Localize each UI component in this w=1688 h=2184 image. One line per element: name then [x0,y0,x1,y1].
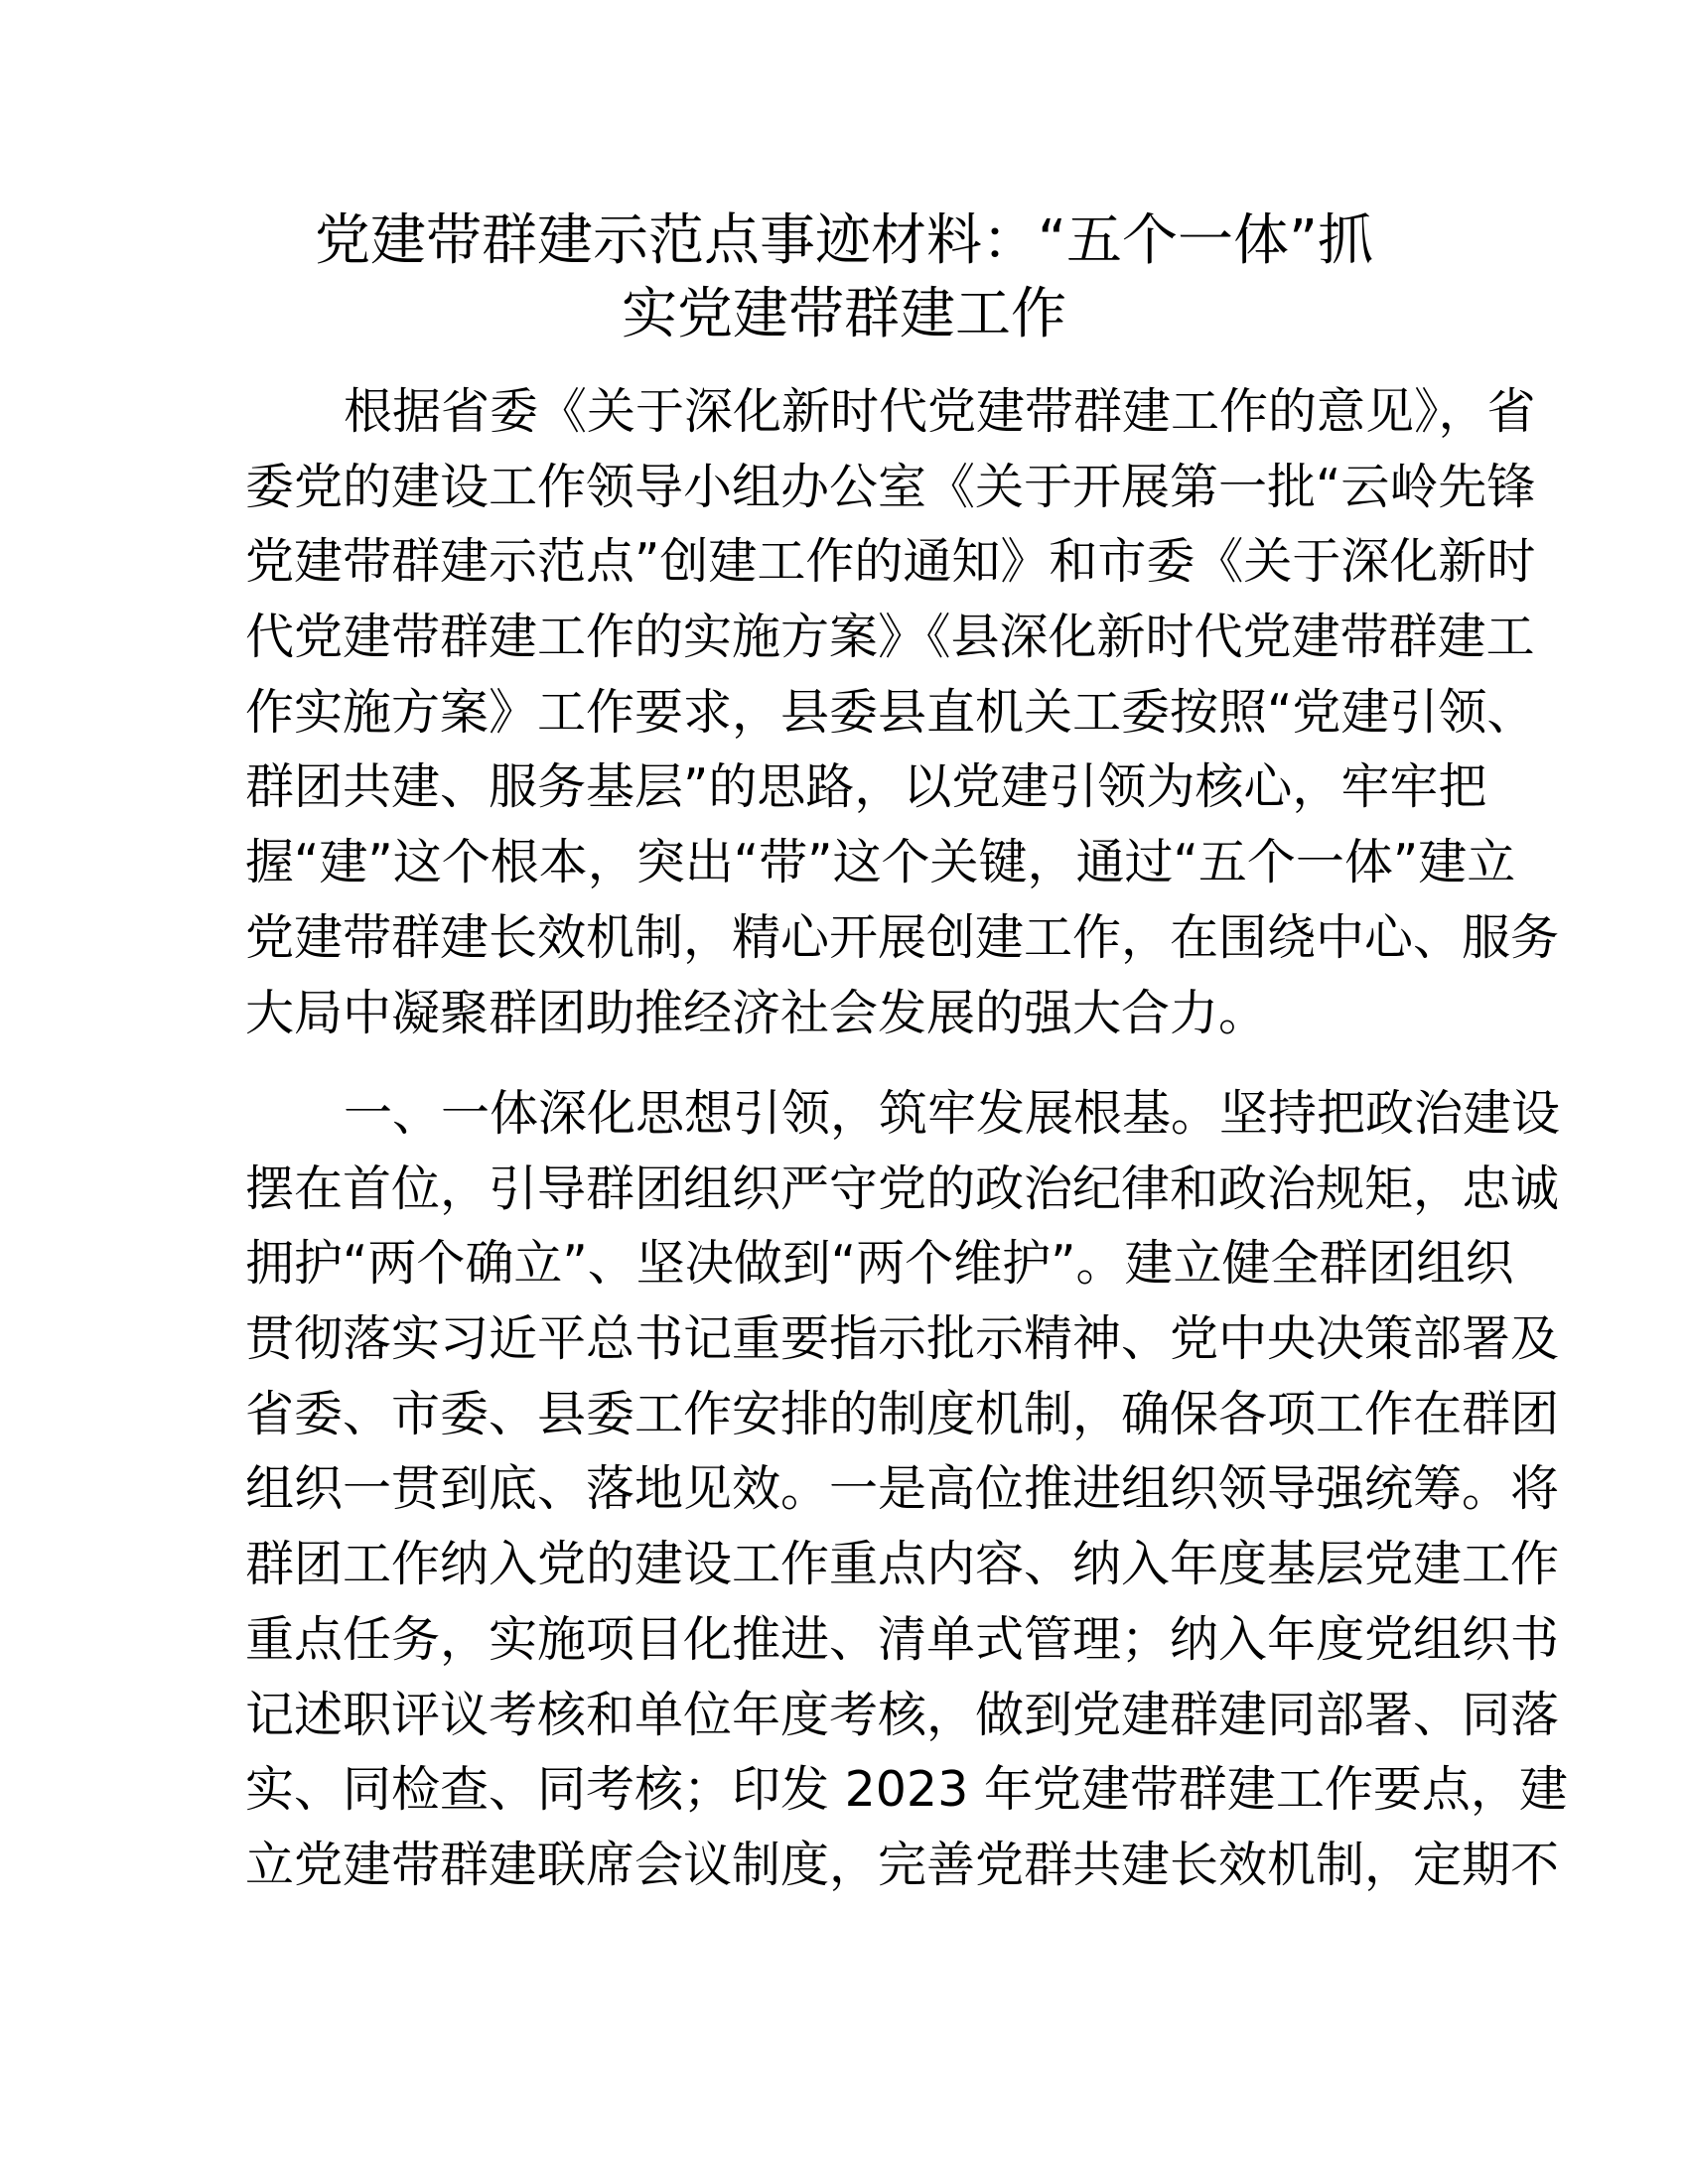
text-line: 党建带群建长效机制，精心开展创建工作，在围绕中心、服务 [245,908,1560,966]
text-line: 委党的建设工作领导小组办公室《关于开展第一批“云岭先锋 [245,458,1536,515]
text-line: 群团工作纳入党的建设工作重点内容、纳入年度基层党建工作 [245,1536,1560,1593]
text-line: 握“建”这个根本，突出“带”这个关键，通过“五个一体”建立 [245,834,1516,891]
text-line: 群团共建、服务基层”的思路，以党建引领为核心，牢牢把 [245,758,1487,816]
paragraph-section-1 [245,1076,1568,1903]
text-line: 大局中凝聚群团助推经济社会发展的强大合力。 [245,984,1268,1041]
text-line: 根据省委《关于深化新时代党建带群建工作的意见》，省 [344,383,1536,440]
document-title-line-2: 实党建带群建工作 [622,282,1066,346]
text-line: 实、同检查、同考核；印发 2023 年党建带群建工作要点，建 [245,1761,1568,1819]
paragraph-intro [245,374,1560,1050]
text-line: 立党建带群建联席会议制度，完善党群共建长效机制，定期不 [245,1836,1560,1893]
text-line: 摆在首位，引导群团组织严守党的政治纪律和政治规矩，忠诚 [245,1160,1560,1217]
text-line: 作实施方案》工作要求，县委县直机关工委按照“党建引领、 [245,683,1536,741]
text-line: 贯彻落实习近平总书记重要指示批示精神、党中央决策部署及 [245,1310,1560,1368]
text-line: 记述职评议考核和单位年度考核，做到党建群建同部署、同落 [245,1686,1560,1743]
text-line: 组织一贯到底、落地见效。一是高位推进组织领导强统筹。将 [245,1460,1560,1518]
text-line: 一、一体深化思想引领，筑牢发展根基。坚持把政治建设 [344,1085,1561,1142]
text-line: 重点任务，实施项目化推进、清单式管理；纳入年度党组织书 [245,1610,1560,1668]
text-line: 拥护“两个确立”、坚决做到“两个维护”。建立健全群团组织 [245,1235,1514,1293]
text-line: 省委、市委、县委工作安排的制度机制，确保各项工作在群团 [245,1385,1560,1442]
text-line: 代党建带群建工作的实施方案》《县深化新时代党建带群建工 [245,609,1535,666]
text-line: 党建带群建示范点”创建工作的通知》和市委《关于深化新时 [245,533,1536,591]
document-title-line-1: 党建带群建示范点事迹材料：“五个一体”抓 [314,208,1374,273]
